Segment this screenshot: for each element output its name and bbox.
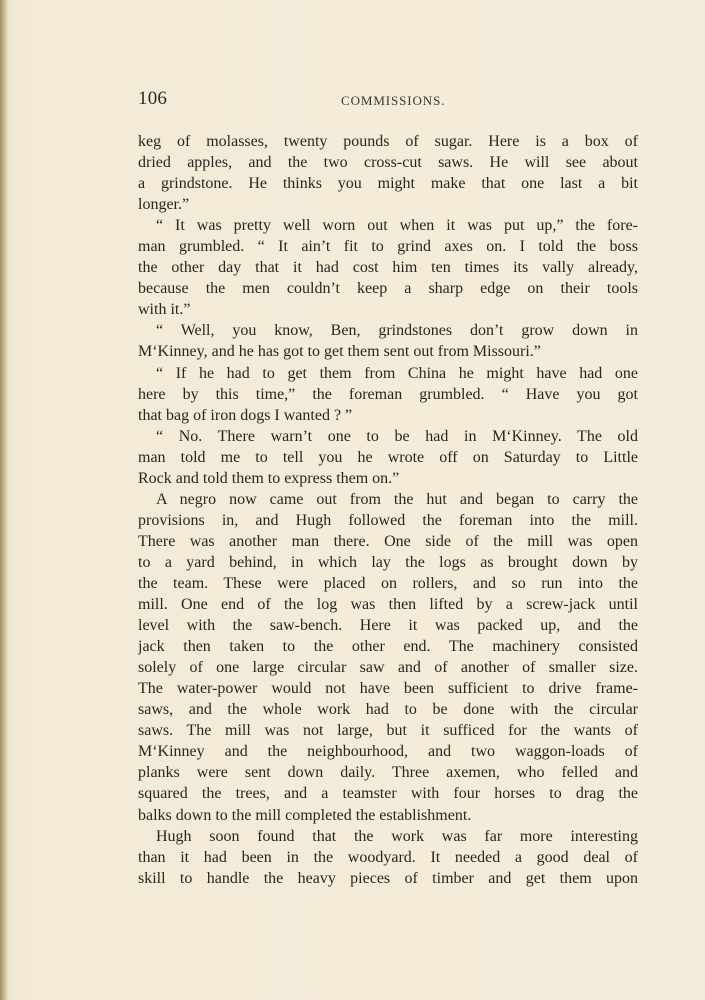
text-line: because the men couldn’t keep a sharp edge on their tools (138, 280, 638, 298)
text-line: saws, and the whole work had to be done with the circular (138, 701, 638, 719)
text-line: squared the trees, and a teamster with four horses to drag the (138, 785, 638, 803)
text-line: Hugh soon found that the work was far more interesting (156, 827, 638, 845)
text-line: Rock and told them to express them on.” (138, 469, 400, 487)
text-line: M‘Kinney, and he has got to get them sent out from Missouri.” (138, 343, 541, 361)
page-binding-edge (0, 0, 8, 1000)
text-line: here by this time,” the foreman grumbled. “ Have you got (138, 385, 638, 403)
text-line: planks were sent down daily. Three axemen, who felled and (138, 764, 638, 782)
text-line: longer.” (138, 196, 190, 214)
text-line: skill to handle the heavy pieces of timber and get them upon (138, 869, 638, 887)
text-line: the team. These were placed on rollers, and so run into the (138, 574, 638, 592)
text-line: level with the saw-bench. Here it was packed up, and the (138, 617, 638, 635)
text-line: saws. The mill was not large, but it sufficed for the wants of (138, 722, 638, 740)
text-line: that bag of iron dogs I wanted ? ” (138, 406, 353, 424)
text-line: keg of molasses, twenty pounds of sugar. Here is a box of (138, 133, 638, 150)
page-header (138, 88, 638, 118)
text-line: “ Well, you know, Ben, grindstones don’t grow down in (156, 322, 638, 340)
text-line: “ If he had to get them from China he might have had one (156, 364, 638, 382)
text-line: a grindstone. He thinks you might make that one last a bit (138, 175, 638, 193)
text-line: to a yard behind, in which lay the logs as brought down by (138, 553, 638, 571)
text-line: “ It was pretty well worn out when it was put up,” the fore- (156, 217, 638, 235)
text-line: mill. One end of the log was then lifted by a screw-jack until (138, 596, 638, 614)
text-line: man told me to tell you he wrote off on Saturday to Little (138, 448, 638, 466)
text-line: balks down to the mill completed the establishment. (138, 806, 472, 824)
page-number: 106 (138, 88, 168, 109)
text-line: with it.” (138, 301, 191, 319)
text-line: than it had been in the woodyard. It needed a good deal of (138, 848, 638, 866)
text-line: solely of one large circular saw and of another of smaller size. (138, 659, 638, 677)
text-line: A negro now came out from the hut and began to carry the (156, 490, 638, 508)
running-head: COMMISSIONS. (341, 93, 446, 108)
text-line: the other day that it had cost him ten times its vally already, (138, 259, 638, 277)
text-line: jack then taken to the other end. The machinery consisted (138, 638, 638, 656)
body-text (138, 131, 638, 889)
text-line: There was another man there. One side of the mill was open (138, 532, 638, 550)
text-line: The water-power would not have been sufficient to drive frame- (138, 680, 638, 698)
text-line: man grumbled. “ It ain’t fit to grind axes on. I told the boss (138, 238, 638, 256)
text-line: “ No. There warn’t one to be had in M‘Kinney. The old (156, 427, 638, 445)
text-line: provisions in, and Hugh followed the foreman into the mill. (138, 511, 638, 529)
text-line: dried apples, and the two cross-cut saws. He will see about (138, 154, 638, 172)
text-line: M‘Kinney and the neighbourhood, and two waggon-loads of (138, 743, 638, 761)
